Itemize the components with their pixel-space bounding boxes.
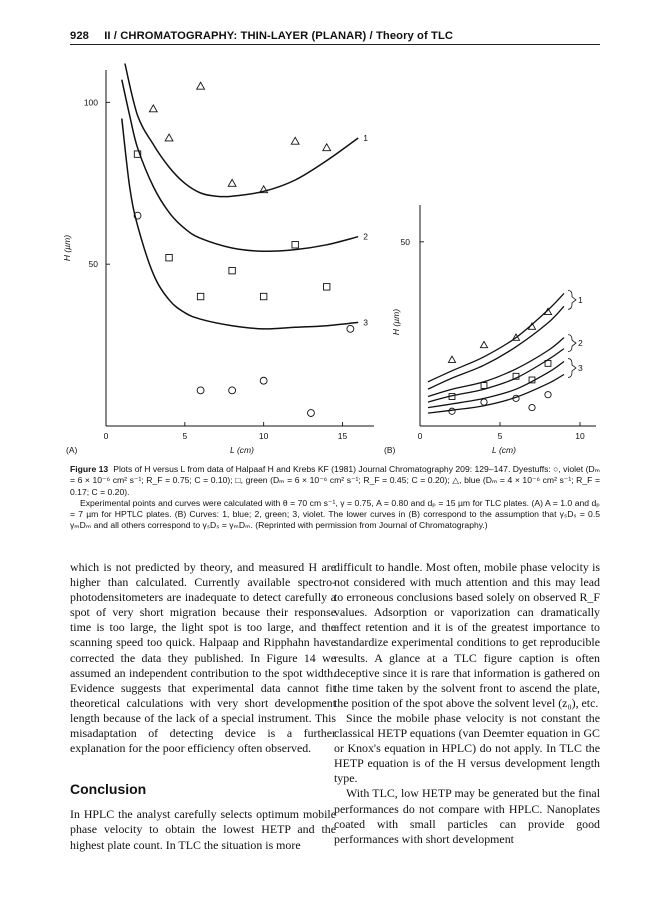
panel-a-point-green	[197, 293, 203, 299]
panel-a-point-blue	[228, 179, 236, 186]
caption-para-2: Experimental points and curves were calculated with θ = 70 cm s⁻¹, γ = 0.75, A = 0.80 and dₚ = 15 µm for TLC plates. (A) A = 1.0 and dₚ = 7 µm for HPTLC plates. (B) Curves: 1, blue; 2, green; 3, violet. The lower curves in (B) correspond to the assumption that γₛDₛ = 0.5 γₘDₘ and all others correspond to γₛDₛ = γₘDₘ. (Reprinted with permission from Journal of Chromatography.)	[70, 497, 600, 531]
panel-b-point-blue	[480, 341, 487, 347]
panel-a-point-green	[229, 267, 235, 273]
panel-a-point-blue	[197, 82, 205, 89]
section-heading-conclusion: Conclusion	[70, 781, 147, 798]
panel-b-x-label: L (cm)	[492, 445, 516, 455]
panel-a-point-violet	[229, 387, 236, 394]
panel-a-point-violet	[260, 377, 267, 384]
panel-b-point-blue	[448, 356, 455, 362]
panel-a-curve-blue	[125, 64, 358, 197]
left-column	[70, 560, 336, 853]
figure-caption	[70, 464, 600, 532]
panel-b-point-violet	[529, 404, 535, 410]
panel-b-curve-label-green: 2	[578, 338, 583, 349]
right-column	[334, 560, 600, 847]
panel-b-curve-label-blue: 1	[578, 294, 583, 305]
left-paragraph-1: which is not predicted by theory, and measured H are higher than calculated. Currently available spectro-photodensitometers are inadequate to detect carefully a spot of very short migration because their response time is too large, the light spot is too large, and the scanning speed too quick. Halpaap and Ripphahn have corrected the data they published. In Figure 14 we assumed an independent contribution to the spot width. Evidence suggests that experimental data cannot fit theoretical calculations with very short development length because of the lack of a special instrument. This misadaptation of detecting device is a further explanation for the poor efficiency often observed.	[70, 560, 336, 756]
panel-a-point-violet	[197, 387, 204, 394]
panel-a-point-green	[166, 254, 172, 260]
panel-a	[62, 64, 374, 456]
panel-b-curve-label-violet: 3	[578, 362, 583, 373]
panel-a-point-blue	[149, 105, 157, 112]
caption-para-1	[70, 464, 600, 498]
panel-a-x-tick-label: 10	[258, 431, 269, 441]
panel-a-y-tick-label: 100	[83, 97, 98, 108]
caption-text-1: Plots of H versus L from data of Halpaaf H and Krebs KF (1981) Journal Chromatography 209: 129–147. Dyestuffs: ○, violet (Dₘ = 6 × 10⁻⁶ cm² s⁻¹; R_F = 0.75; C = 0.10); □, green (Dₘ = 6 × 10⁻⁶ cm² s⁻¹; R_F = 0.45; C = 0.20); △, blue (Dₘ = 4 × 10⁻⁶ cm² s⁻¹; R_F = 0.17; C = 0.20).	[70, 464, 601, 497]
panel-a-point-violet	[347, 325, 354, 332]
left-paragraph-2: In HPLC the analyst carefully selects optimum mobile phase velocity to obtain the lowest HETP and the highest plate count. In TLC the situation is more	[70, 807, 336, 852]
panel-b-x-tick-label: 5	[497, 431, 503, 441]
panel-b-point-violet	[481, 399, 487, 405]
page-number: 928	[70, 30, 89, 42]
panel-a-x-tick-label: 5	[182, 431, 188, 441]
panel-a-point-blue	[291, 137, 299, 144]
running-title: II / CHROMATOGRAPHY: THIN-LAYER (PLANAR) / Theory of TLC	[104, 30, 454, 42]
panel-a-point-blue	[323, 144, 331, 151]
panel-a-point-violet	[307, 410, 314, 417]
panel-b-curve-green-upper	[428, 338, 564, 397]
panel-b-brace-violet	[568, 359, 576, 378]
panel-b-brace-blue	[568, 290, 576, 309]
panel-a-point-green	[260, 293, 266, 299]
right-paragraph-2: Since the mobile phase velocity is not constant the classical HETP equations (van Deemter equation in GC or Knox's equation in HPLC) do not apply. In TLC the HETP equation is of the H versus development length type.	[334, 710, 600, 786]
panel-a-point-green	[292, 242, 298, 248]
panel-a-label: (A)	[66, 445, 78, 455]
panel-b-curve-blue-lower	[428, 306, 564, 389]
panel-a-y-label: H (µm)	[62, 234, 72, 262]
caption-label: Figure 13	[70, 464, 109, 474]
panel-b-point-green	[481, 383, 487, 389]
panel-b-x-tick-label: 10	[575, 431, 585, 441]
panel-a-point-green	[323, 284, 329, 290]
panel-b-brace-green	[568, 335, 576, 352]
panel-b-y-label: H (µm)	[391, 308, 401, 336]
panel-b-point-violet	[449, 408, 455, 414]
panel-a-curve-label-blue: 1	[363, 132, 368, 143]
panel-b-curve-blue-upper	[428, 293, 564, 381]
panel-b-label: (B)	[384, 445, 396, 455]
panel-a-x-tick-label: 0	[103, 431, 109, 441]
panel-b-curve-violet-upper	[428, 362, 564, 408]
panel-b-y-tick-label: 50	[400, 236, 410, 247]
panel-b	[384, 205, 596, 455]
panel-a-y-tick-label: 50	[88, 259, 98, 270]
panel-a-point-blue	[165, 134, 173, 141]
panel-a-curve-label-violet: 3	[363, 317, 368, 328]
panel-a-x-tick-label: 15	[337, 431, 348, 441]
right-paragraph-3: With TLC, low HETP may be generated but the final performances do not compare with HPLC. Nanoplates coated with small particles can provide good performances with short development	[334, 786, 600, 846]
panel-a-curve-green	[122, 80, 358, 252]
panel-a-x-label: L (cm)	[230, 445, 254, 455]
right-paragraph-1: difficult to handle. Most often, mobile phase velocity is not considered with much attention and this may lead to erroneous conclusions based solely on observed R_F values. Adsorption or vaporization can dramatically affect retention and it is of the greatest importance to standardize experimental conditions to get reproducible results. A glance at a TLC figure caption is often deceptive since it is rare that information is gathered on the time taken by the solvent front to ascend the plate, the position of the spot above the solvent level (z₀), etc.	[334, 560, 600, 710]
panel-b-x-tick-label: 0	[417, 431, 423, 441]
panel-a-curve-label-green: 2	[363, 231, 368, 242]
panel-b-point-violet	[545, 392, 551, 398]
